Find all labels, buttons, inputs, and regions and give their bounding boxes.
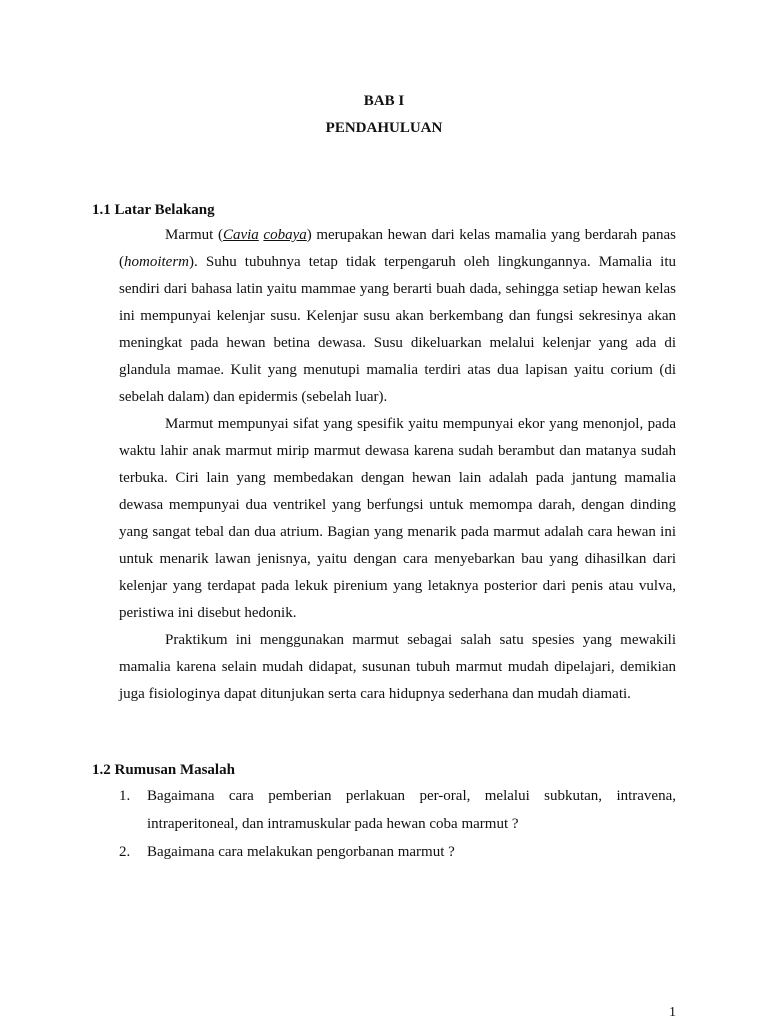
- section-heading-latar-belakang: 1.1 Latar Belakang: [92, 202, 215, 218]
- list-item: [119, 838, 676, 866]
- page-number: 1: [669, 1005, 676, 1020]
- list-item-text: Bagaimana cara melakukan pengorbanan marmut ?: [147, 844, 455, 860]
- section-heading-rumusan-masalah: 1.2 Rumusan Masalah: [92, 762, 235, 778]
- species-name: cobaya: [263, 227, 307, 243]
- list-item-number: 1.: [119, 788, 131, 804]
- genus-name: Cavia: [222, 227, 259, 243]
- paragraph-1: [119, 222, 676, 411]
- list-item-text: Bagaimana cara pemberian perlakuan per-oral, melalui subkutan, intravena, intraperitoneal, dan intramuskular pada hewan coba marmut ?: [147, 788, 676, 832]
- paragraph-2: Marmut mempunyai sifat yang spesifik yaitu mempunyai ekor yang menonjol, pada waktu lahir anak marmut mirip marmut dewasa karena sudah berambut dan matanya sudah terbuka. Ciri lain yang membedakan dengan hewan lain adalah pada jantung mamalia dewasa mempunyai dua ventrikel yang berfungsi untuk memompa darah, dengan dinding yang sangat tebal dan dua atrium. Bagian yang menarik pada marmut adalah cara hewan ini untuk menarik lawan jenisnya, yaitu dengan cara menyebarkan bau yang dihasilkan dari kelenjar yang terdapat pada lekuk pirenium yang letaknya posterior dari penis atau vulva, peristiwa ini disebut hedonik.: [119, 416, 676, 621]
- paragraph-1-part-d: ). Suhu tubuhnya tetap tidak terpengaruh oleh lingkungannya. Mamalia itu sendiri dari bahasa latin yaitu mammae yang berarti buah dada, sehingga setiap hewan kelas ini mempunyai kelenjar susu. Kelenjar susu akan berkembang dan fungsi sekresinya akan meningkat pada hewan betina dewasa. Susu dikeluarkan melalui kelenjar yang ada di glandula mamae. Kulit yang menutupi mamalia terdiri atas dua lapisan yaitu corium (di sebelah dalam) dan epidermis (sebelah luar).: [119, 254, 676, 405]
- chapter-title: PENDAHULUAN: [325, 120, 443, 136]
- chapter-label: BAB I: [363, 93, 405, 109]
- latar-belakang-body: [119, 222, 676, 708]
- list-item-number: 2.: [119, 844, 131, 860]
- term-homoiterm: homoiterm: [124, 254, 189, 270]
- list-item: [119, 782, 676, 838]
- paragraph-1-part-a: Marmut (: [165, 227, 223, 243]
- paragraph-3: Praktikum ini menggunakan marmut sebagai salah satu spesies yang mewakili mamalia karena selain mudah didapat, susunan tubuh marmut mudah dipelajari, demikian juga fisiologinya dapat ditunjukan serta cara hidupnya sederhana dan mudah diamati.: [119, 632, 676, 702]
- paragraph-1-part-c: ) merupakan hewan dari kelas mamalia yang berdarah panas (: [119, 227, 676, 270]
- rumusan-masalah-list: [119, 782, 676, 866]
